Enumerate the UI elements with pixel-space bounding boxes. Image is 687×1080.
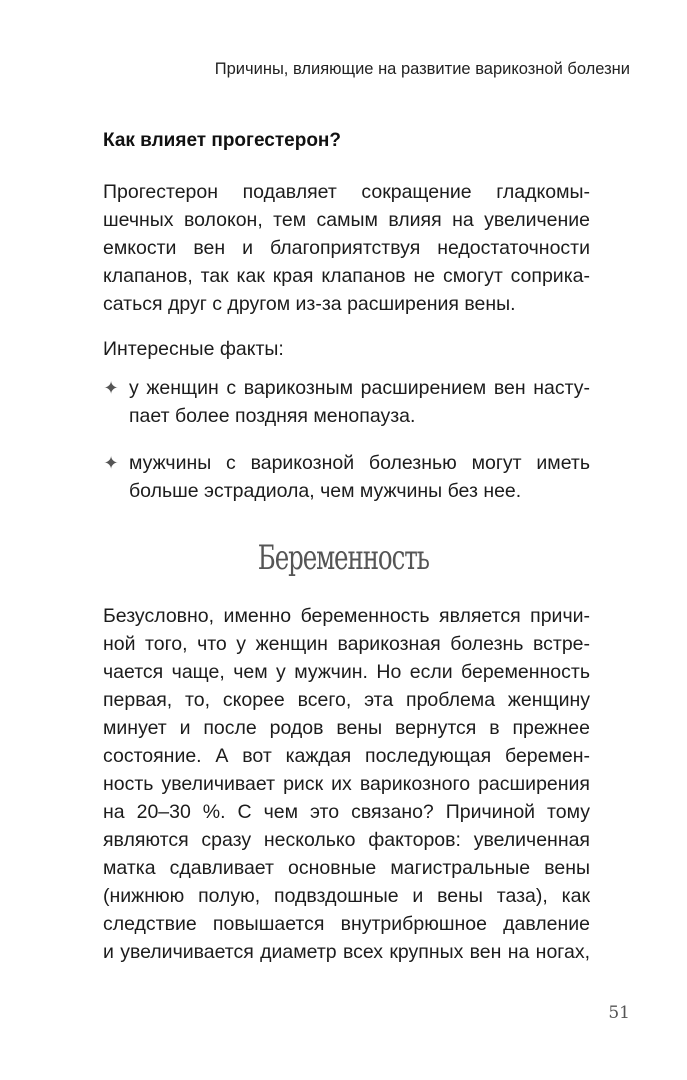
paragraph-line: состояние. А вот каждая последующая беремен- [103,745,590,767]
paragraph-line: следствие повышается внутрибрюшное давление [103,913,590,935]
page-number: 51 [608,1003,630,1023]
paragraph-line: являются сразу несколько факторов: увеличенная [103,829,590,851]
list-item-line: мужчины с варикозной болезнью могут иметь [129,452,590,474]
paragraph-line: емкости вен и благоприятствуя недостаточности [103,237,590,259]
paragraph-line: чается чаще, чем у мужчин. Но если беременность [103,661,590,683]
paragraph-line: на 20–30 %. С чем это связано? Причиной тому [103,801,590,823]
paragraph-line: клапанов, так как края клапанов не смогут соприка- [103,265,590,287]
running-head: Причины, влияющие на развитие варикозной болезни [214,60,630,78]
paragraph-line: Безусловно, именно беременность является причи- [103,605,590,627]
paragraph-line: саться друг с другом из-за расширения вены. [103,293,516,315]
star-bullet-icon: ✦ [103,453,119,473]
paragraph-line: и увеличивается диаметр всех крупных вен на ногах, [103,941,590,963]
paragraph-line: минует и после родов вены вернутся в прежнее [103,717,590,739]
list-item-line: больше эстрадиола, чем мужчины без нее. [129,480,522,502]
paragraph-line: ность увеличивает риск их варикозного расширения [103,773,590,795]
facts-intro: Интересные факты: [103,338,284,360]
section-title: Беременность [257,538,429,578]
list-item-line: пает более поздняя менопауза. [129,405,416,427]
paragraph-line: Прогестерон подавляет сокращение гладкомы- [103,181,590,203]
paragraph-line: шечных волокон, тем самым влияя на увеличение [103,209,590,231]
paragraph-line: ной того, что у женщин варикозная болезнь встре- [103,633,590,655]
paragraph-line: (нижнюю полую, подвздошные и вены таза), как [103,885,590,907]
list-item-line: у женщин с варикозным расширением вен насту- [129,377,590,399]
star-bullet-icon: ✦ [103,378,119,398]
paragraph-line: матка сдавливает основные магистральные вены [103,857,590,879]
subsection-heading: Как влияет прогестерон? [103,130,342,151]
paragraph-line: первая, то, скорее всего, эта проблема женщину [103,689,590,711]
